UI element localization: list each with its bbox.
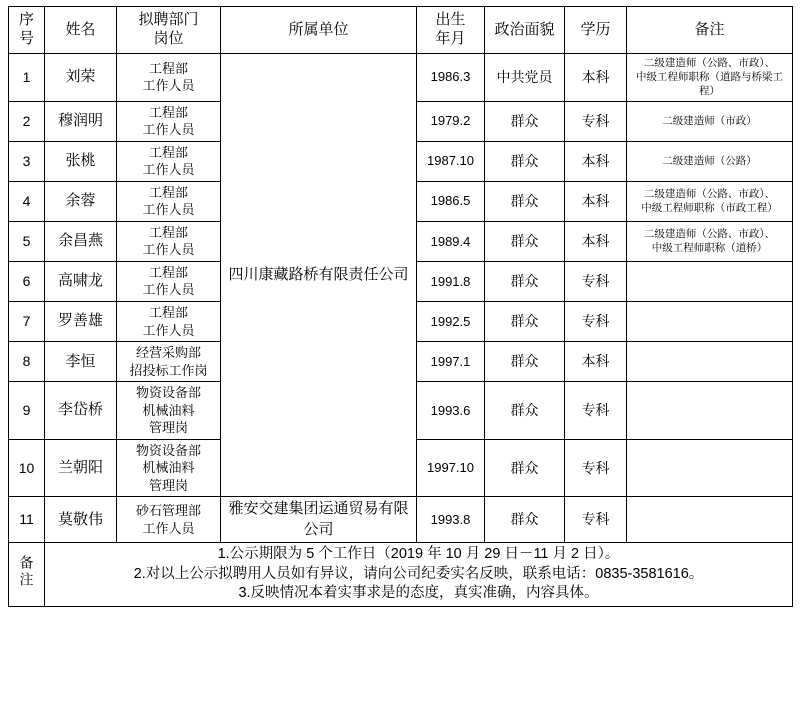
table-header-row	[9, 7, 793, 54]
cell-birth-date: 1989.4	[417, 221, 485, 261]
cell-education: 专科	[565, 382, 627, 440]
cell-remarks: 二级建造师（公路、市政）、 中级工程师职称（道桥）	[627, 221, 793, 261]
candidates-table	[8, 6, 793, 607]
cell-name: 罗善雄	[45, 301, 117, 341]
cell-name: 高啸龙	[45, 261, 117, 301]
cell-political-status: 群众	[485, 342, 565, 382]
cell-remarks	[627, 382, 793, 440]
column-header: 出生 年月	[417, 7, 485, 54]
cell-political-status: 群众	[485, 141, 565, 181]
cell-name: 李恒	[45, 342, 117, 382]
column-header: 姓名	[45, 7, 117, 54]
footer-row	[9, 542, 793, 606]
cell-political-status: 群众	[485, 382, 565, 440]
cell-birth-date: 1997.1	[417, 342, 485, 382]
cell-birth-date: 1986.5	[417, 181, 485, 221]
cell-birth-date: 1979.2	[417, 101, 485, 141]
cell-education: 本科	[565, 342, 627, 382]
cell-political-status: 群众	[485, 181, 565, 221]
cell-birth-date: 1993.8	[417, 497, 485, 543]
cell-department-position: 物资设备部 机械油料 管理岗	[117, 439, 221, 497]
cell-political-status: 群众	[485, 261, 565, 301]
table-row	[9, 497, 793, 543]
cell-index: 11	[9, 497, 45, 543]
column-header: 备注	[627, 7, 793, 54]
cell-department-position: 工程部 工作人员	[117, 221, 221, 261]
cell-department-position: 物资设备部 机械油料 管理岗	[117, 382, 221, 440]
cell-political-status: 群众	[485, 301, 565, 341]
cell-education: 专科	[565, 301, 627, 341]
cell-remarks: 二级建造师（公路、市政）、 中级工程师职称（市政工程）	[627, 181, 793, 221]
cell-education: 专科	[565, 439, 627, 497]
cell-education: 本科	[565, 141, 627, 181]
cell-index: 7	[9, 301, 45, 341]
cell-birth-date: 1986.3	[417, 54, 485, 102]
cell-education: 本科	[565, 181, 627, 221]
footer-label: 备注	[9, 542, 45, 606]
cell-education: 专科	[565, 497, 627, 543]
cell-index: 4	[9, 181, 45, 221]
cell-index: 6	[9, 261, 45, 301]
cell-birth-date: 1991.8	[417, 261, 485, 301]
cell-remarks	[627, 301, 793, 341]
cell-name: 李岱桥	[45, 382, 117, 440]
column-header: 所属单位	[221, 7, 417, 54]
cell-name: 张桃	[45, 141, 117, 181]
cell-name: 余蓉	[45, 181, 117, 221]
cell-department-position: 砂石管理部 工作人员	[117, 497, 221, 543]
cell-department-position: 工程部 工作人员	[117, 54, 221, 102]
cell-name: 兰朝阳	[45, 439, 117, 497]
cell-index: 5	[9, 221, 45, 261]
cell-political-status: 群众	[485, 101, 565, 141]
cell-department-position: 工程部 工作人员	[117, 141, 221, 181]
column-header: 政治面貌	[485, 7, 565, 54]
table-row	[9, 54, 793, 102]
cell-name: 穆润明	[45, 101, 117, 141]
footer-notes: 1.公示期限为 5 个工作日（2019 年 10 月 29 日－11 月 2 日）。 2.对以上公示拟聘用人员如有异议，请向公司纪委实名反映，联系电话：0835-3581616。 3.反映情况本着实事求是的态度，真实准确，内容具体。	[45, 542, 793, 606]
cell-political-status: 群众	[485, 497, 565, 543]
cell-education: 本科	[565, 54, 627, 102]
cell-remarks: 二级建造师（公路、市政）、 中级工程师职称（道路与桥梁工 程）	[627, 54, 793, 102]
cell-political-status: 中共党员	[485, 54, 565, 102]
cell-birth-date: 1992.5	[417, 301, 485, 341]
cell-birth-date: 1993.6	[417, 382, 485, 440]
cell-department-position: 经营采购部 招投标工作岗	[117, 342, 221, 382]
cell-education: 专科	[565, 261, 627, 301]
cell-unit: 雅安交建集团运通贸易有限公司	[221, 497, 417, 543]
cell-education: 本科	[565, 221, 627, 261]
cell-remarks	[627, 497, 793, 543]
column-header: 学历	[565, 7, 627, 54]
cell-education: 专科	[565, 101, 627, 141]
column-header: 序 号	[9, 7, 45, 54]
cell-name: 余昌燕	[45, 221, 117, 261]
cell-remarks: 二级建造师（公路）	[627, 141, 793, 181]
cell-political-status: 群众	[485, 221, 565, 261]
cell-index: 1	[9, 54, 45, 102]
cell-index: 3	[9, 141, 45, 181]
cell-remarks	[627, 439, 793, 497]
cell-name: 刘荣	[45, 54, 117, 102]
cell-index: 8	[9, 342, 45, 382]
cell-unit: 四川康藏路桥有限责任公司	[221, 54, 417, 497]
cell-index: 2	[9, 101, 45, 141]
cell-index: 10	[9, 439, 45, 497]
cell-index: 9	[9, 382, 45, 440]
cell-department-position: 工程部 工作人员	[117, 181, 221, 221]
cell-remarks: 二级建造师（市政）	[627, 101, 793, 141]
cell-name: 莫敬伟	[45, 497, 117, 543]
cell-political-status: 群众	[485, 439, 565, 497]
cell-remarks	[627, 261, 793, 301]
cell-birth-date: 1987.10	[417, 141, 485, 181]
cell-department-position: 工程部 工作人员	[117, 101, 221, 141]
column-header: 拟聘部门 岗位	[117, 7, 221, 54]
cell-department-position: 工程部 工作人员	[117, 261, 221, 301]
cell-birth-date: 1997.10	[417, 439, 485, 497]
cell-remarks	[627, 342, 793, 382]
cell-department-position: 工程部 工作人员	[117, 301, 221, 341]
